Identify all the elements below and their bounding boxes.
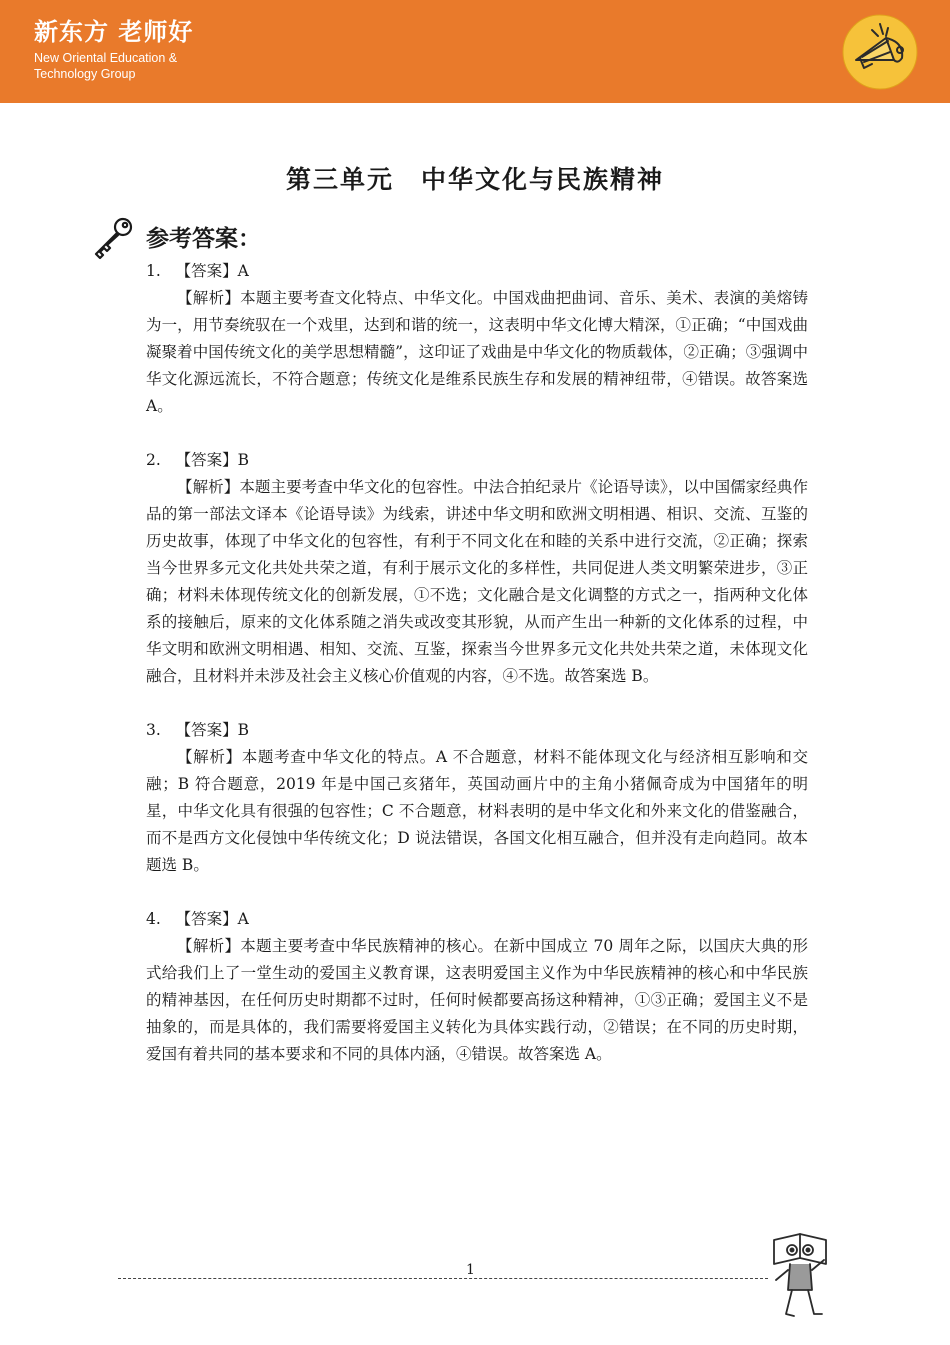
brand-en-line1: New Oriental Education &	[34, 51, 178, 65]
key-icon	[90, 214, 136, 260]
brand-en-line2: Technology Group	[34, 67, 136, 81]
megaphone-logo-icon	[842, 14, 918, 90]
unit-title: 第三单元 中华文化与民族精神	[285, 165, 664, 194]
brand-name-en	[34, 50, 177, 82]
answer-label: 【答案】B	[175, 721, 249, 739]
answers-list	[146, 258, 808, 1095]
answers-heading: 参考答案：	[146, 226, 261, 252]
footer-divider	[118, 1278, 768, 1279]
explanation-text: 【解析】本题主要考查文化特点、中华文化。中国戏曲把曲词、音乐、美术、表演的美熔铸为一，用节奏统驭在一个戏里，达到和谐的统一，这表明中华文化博大精深，①正确；“中国戏曲凝聚着中国传统文化的美学思想精髓”，这印证了戏曲是中华文化的物质载体，②正确；③强调中华文化源远流长，不符合题意；传统文化是维系民族生存和发展的精神纽带，④错误。故答案选 A。	[146, 289, 808, 415]
answer-line	[146, 717, 808, 744]
answer-item	[146, 906, 808, 1068]
question-number: 2.	[146, 451, 161, 469]
answer-label: 【答案】A	[175, 910, 249, 928]
answer-line	[146, 447, 808, 474]
explanation-text: 【解析】本题主要考查中华文化的包容性。中法合拍纪录片《论语导读》，以中国儒家经典作品的第一部法文译本《论语导读》为线索，讲述中华文明和欧洲文明相遇、相识、交流、互鉴的历史故事，体现了中华文化的包容性，有利于不同文化在和睦的关系中进行交流，②正确；探索当今世界多元文化共处共荣之道，有利于展示文化的多样性，共同促进人类文明繁荣进步，③正确；材料未体现传统文化的创新发展，①不选；文化融合是文化调整的方式之一，指两种文化体系的接触后，原来的文化体系随之消失或改变其形貌，从而产生出一种新的文化体系的过程，中华文明和欧洲文明相遇、相知、交流、互鉴，探索当今世界多元文化共处共荣之道，未体现文化融合，且材料并未涉及社会主义核心价值观的内容，④不选。故答案选 B。	[146, 478, 808, 685]
reading-mascot-icon	[768, 1230, 832, 1320]
answer-item	[146, 447, 808, 690]
answer-label: 【答案】B	[175, 451, 249, 469]
answer-line	[146, 258, 808, 285]
brand-name-cn: 新东方 老师好	[34, 18, 194, 46]
question-number: 1.	[146, 262, 161, 280]
question-number: 3.	[146, 721, 161, 739]
explanation-text: 【解析】本题主要考查中华民族精神的核心。在新中国成立 70 周年之际，以国庆大典的形式给我们上了一堂生动的爱国主义教育课，这表明爱国主义作为中华民族精神的核心和中华民族的精神基因，在任何历史时期都不过时，任何时候都要高扬这种精神，①③正确；爱国主义不是抽象的，而是具体的，我们需要将爱国主义转化为具体实践行动，②错误；在不同的历史时期，爱国有着共同的基本要求和不同的具体内涵，④错误。故答案选 A。	[146, 937, 808, 1063]
page-number: 1	[466, 1262, 475, 1278]
question-number: 4.	[146, 910, 161, 928]
answer-line	[146, 906, 808, 933]
answer-item	[146, 258, 808, 420]
answer-label: 【答案】A	[175, 262, 249, 280]
explanation-text: 【解析】本题考查中华文化的特点。A 不合题意，材料不能体现文化与经济相互影响和交融；B 符合题意，2019 年是中国己亥猪年，英国动画片中的主角小猪佩奇成为中国猪年的明星，中华文化具有很强的包容性；C 不合题意，材料表明的是中华文化和外来文化的借鉴融合，而不是西方文化侵蚀中华传统文化；D 说法错误，各国文化相互融合，但并没有走向趋同。故本题选 B。	[146, 748, 808, 874]
header-bar	[0, 0, 950, 103]
answer-item	[146, 717, 808, 879]
